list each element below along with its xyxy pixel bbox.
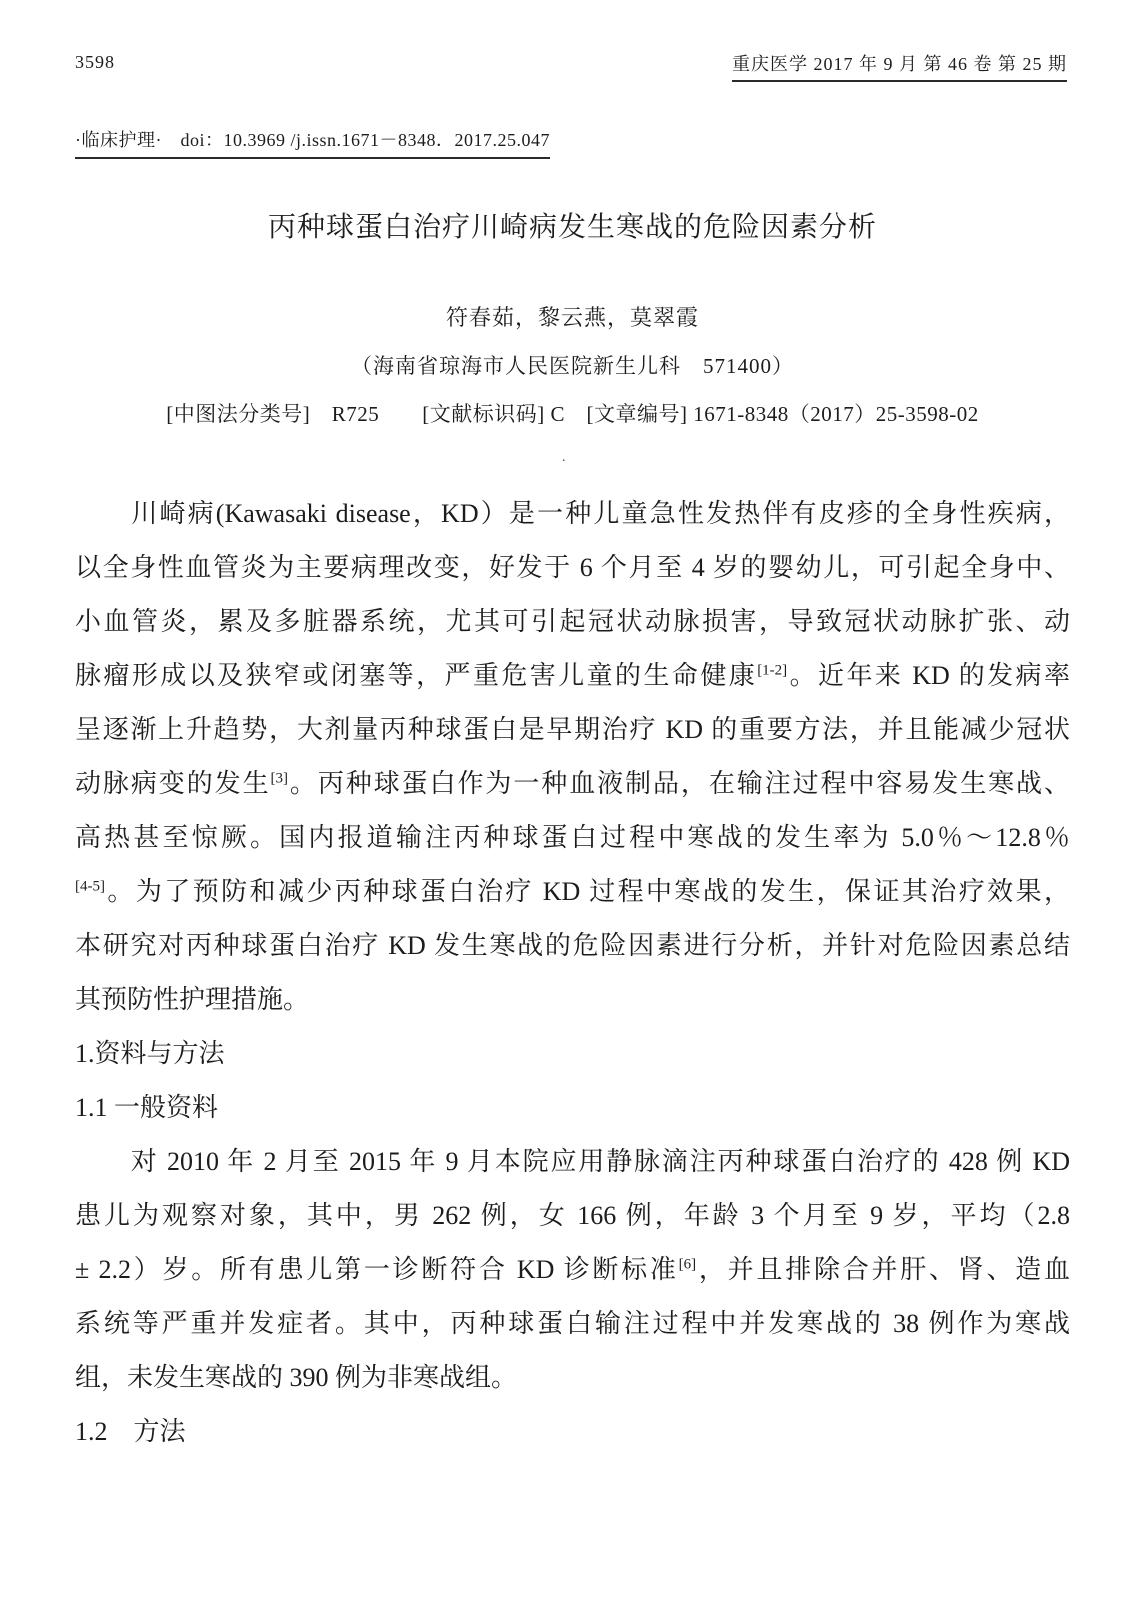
body-text-segment: 小血管炎，累及多脏器系统，尤其可引起冠状动脉损害，导致冠状动脉扩张、动: [75, 607, 1070, 636]
body-text-segment: 对 2010 年 2 月至 2015 年 9 月本院应用静脉滴注丙种球蛋白治疗的 428 例 KD: [75, 1147, 1070, 1176]
body-line: [75, 703, 1070, 757]
section-heading-1-2: [75, 1405, 1070, 1459]
body-text-segment: 本研究对丙种球蛋白治疗 KD 发生寒战的危险因素进行分析，并针对危险因素总结: [75, 931, 1070, 960]
body-text-segment: 呈逐渐上升趋势，大剂量丙种球蛋白是早期治疗 KD 的重要方法，并且能减少冠状: [75, 715, 1070, 744]
body-text-segment: 。近年来 KD 的发病率: [787, 661, 1070, 690]
body-text-segment: 系统等严重并发症者。其中，丙种球蛋白输注过程中并发寒战的 38 例作为寒战: [75, 1309, 1070, 1338]
body-line: [75, 487, 1070, 541]
body-line: [75, 649, 1070, 703]
body-text-segment: 其预防性护理措施。: [75, 985, 310, 1014]
body-line: [75, 973, 1070, 1027]
reference-superscript: [1-2]: [757, 662, 788, 679]
body-text-segment: 。为了预防和减少丙种球蛋白治疗 KD 过程中寒战的发生，保证其治疗效果，: [105, 877, 1070, 906]
body-text-segment: 以全身性血管炎为主要病理改变，好发于 6 个月至 4 岁的婴幼儿，可引起全身中、: [75, 553, 1070, 582]
section-heading-1-1: [75, 1081, 1070, 1135]
stray-mark: .: [562, 450, 566, 465]
body-text-segment: 患儿为观察对象，其中，男 262 例，女 166 例，年龄 3 个月至 9 岁，平均（2.8: [75, 1201, 1070, 1230]
body-line: [75, 541, 1070, 595]
body-text-segment: 1.2 方法: [75, 1417, 186, 1446]
reference-superscript: [3]: [270, 770, 288, 787]
body-line: [75, 865, 1070, 919]
article-authors: 符春茹，黎云燕，莫翠霞: [445, 305, 699, 330]
reference-superscript: [6]: [678, 1256, 697, 1273]
body-line: [75, 1297, 1070, 1351]
body-line: [75, 757, 1070, 811]
body-line: [75, 1243, 1070, 1297]
header-journal-info: 重庆医学 2017 年 9 月 第 46 卷 第 25 期: [732, 50, 1067, 82]
article-title: 丙种球蛋白治疗川崎病发生寒战的危险因素分析: [267, 212, 877, 243]
body-text-segment: 高热甚至惊厥。国内报道输注丙种球蛋白过程中寒战的发生率为 5.0％～12.8％: [75, 823, 1070, 852]
section-heading-1: [75, 1027, 1070, 1081]
header-page-number: 3598: [75, 52, 115, 72]
body-text-segment: 。丙种球蛋白作为一种血液制品，在输注过程中容易发生寒战、: [288, 769, 1070, 798]
body-text-segment: 动脉病变的发生: [75, 769, 271, 798]
body-line: [75, 919, 1070, 973]
body-text-segment: ，并且排除合并肝、肾、造血: [696, 1255, 1070, 1284]
article-affiliation: （海南省琼海市人民医院新生儿科 571400）: [351, 354, 794, 378]
body-text: [75, 487, 1070, 1459]
body-line: [75, 595, 1070, 649]
body-text-segment: 组，未发生寒战的 390 例为非寒战组。: [75, 1363, 518, 1392]
body-text-segment: 川崎病(Kawasaki disease，KD）是一种儿童急性发热伴有皮疹的全身性疾病，: [75, 499, 1070, 528]
body-text-segment: 1.资料与方法: [75, 1039, 225, 1068]
article-classification: [中图法分类号] R725 [文献标识码] C [文章编号] 1671-8348（2017）25-3598-02: [166, 402, 979, 426]
body-line: [75, 1189, 1070, 1243]
body-line: [75, 1135, 1070, 1189]
body-line: [75, 811, 1070, 865]
body-line: [75, 1351, 1070, 1405]
section-doi-line: ·临床护理· doi：10.3969 /j.issn.1671－8348．2017.25.047: [75, 126, 550, 159]
reference-superscript: [4-5]: [75, 878, 105, 895]
body-text-segment: ± 2.2）岁。所有患儿第一诊断符合 KD 诊断标准: [75, 1255, 679, 1284]
body-text-segment: 1.1 一般资料: [75, 1093, 219, 1122]
body-text-segment: 脉瘤形成以及狭窄或闭塞等，严重危害儿童的生命健康: [75, 661, 758, 690]
